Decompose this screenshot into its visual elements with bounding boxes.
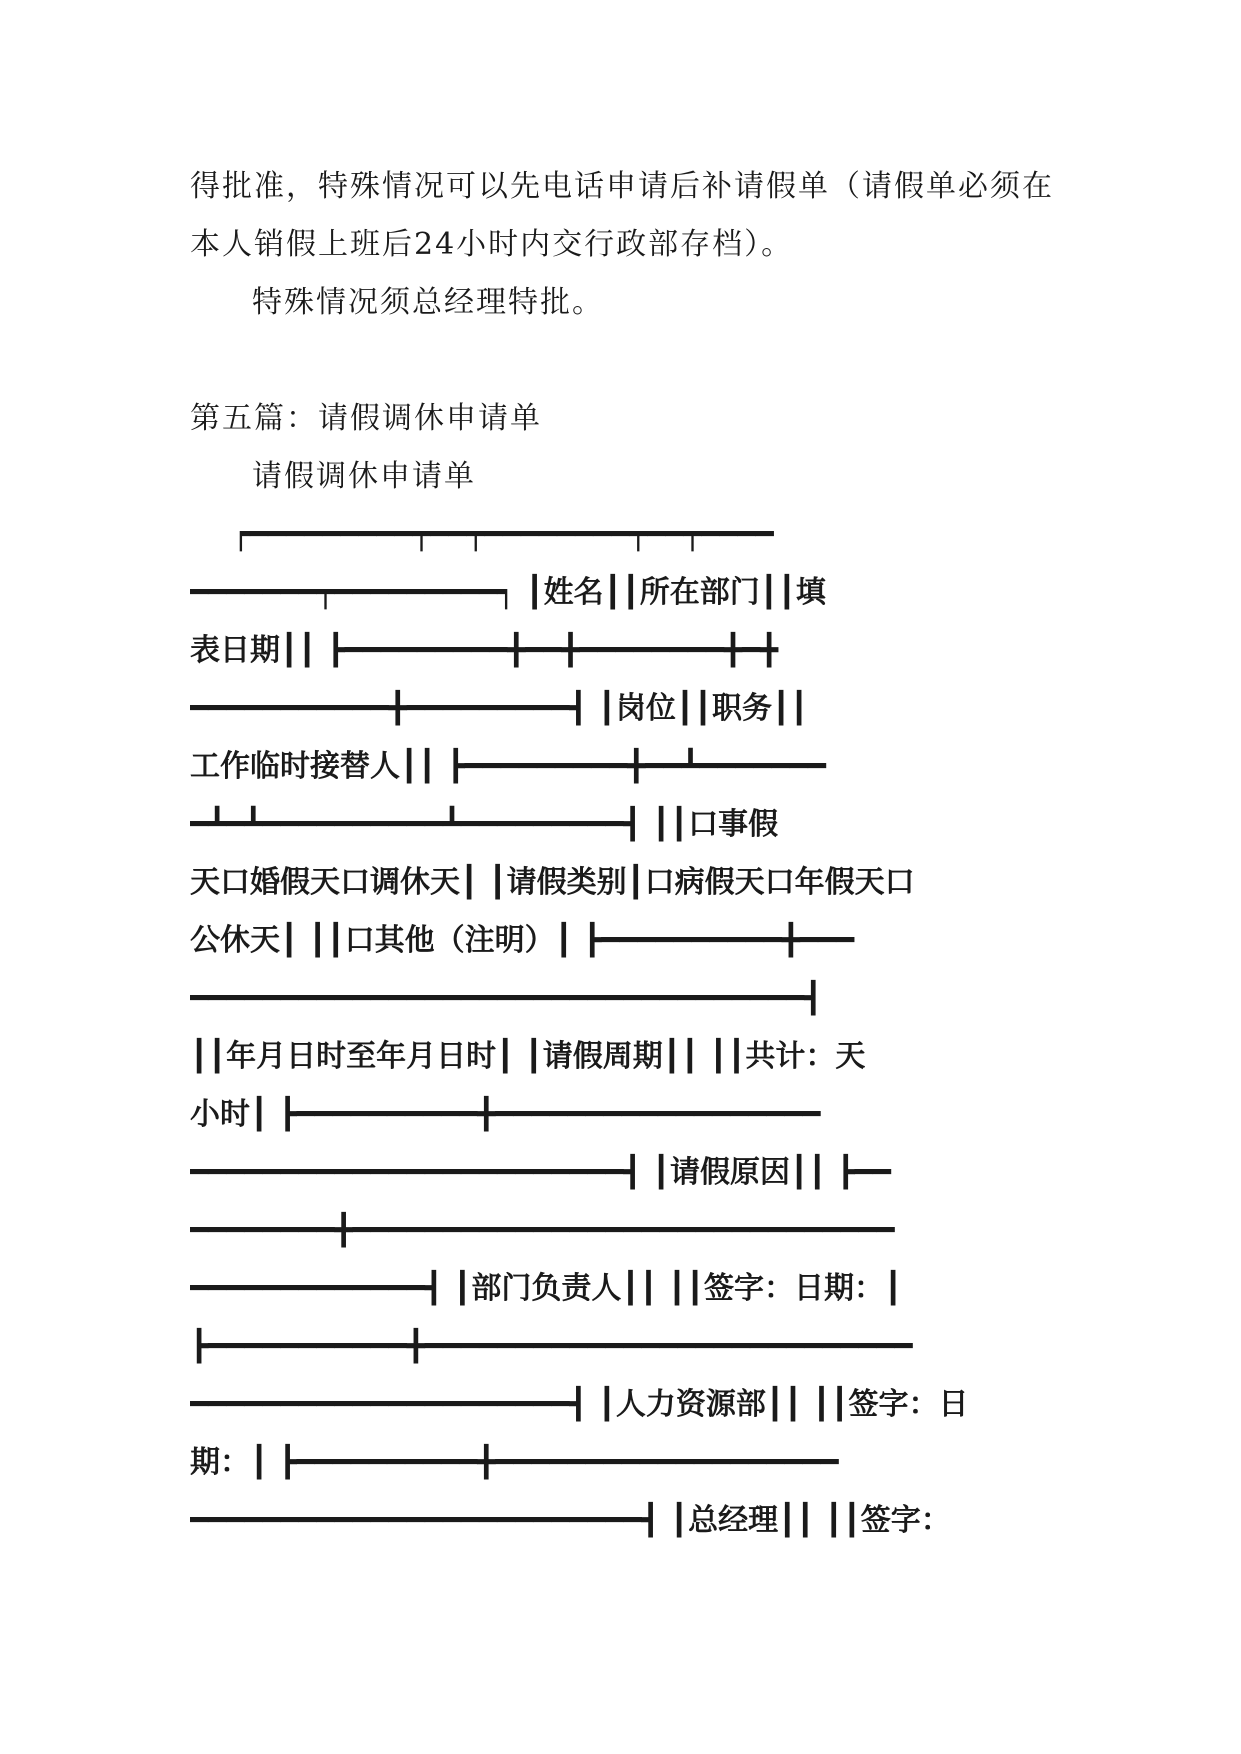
form-line: ┣━━━━━━━━━━━╋━━━━━━━━━━━━━━━━━━━━━━━━━━━ [190, 1329, 913, 1364]
form-line: ┃┃年月日时至年月日时┃ ┃请假周期┃┃ ┃┃共计：天 [190, 1039, 866, 1074]
form-title: 请假调休申请单 [252, 459, 476, 494]
form-line: ━━━━━━━━━━━━━┫ ┃部门负责人┃┃ ┃┃签字：日期：┃ [190, 1271, 903, 1306]
form-line: ━━━━━━━┯━━━━━━━━━┑ ┃姓名┃┃所在部门┃┃填 [190, 575, 826, 610]
form-line: ━━━━━━━━━━━━━━━━━━━━━━━━━━━━━━━━━━┫ [190, 981, 823, 1016]
form-line: 天口婚假天口调休天┃ ┃请假类别┃口病假天口年假天口 [190, 865, 915, 900]
form-line: 公休天┃ ┃┃口其他（注明）┃ ┣━━━━━━━━━━╋━━━ [190, 923, 855, 958]
form-line: ━━━━━━━━━━━━━━━━━━━━━┫ ┃人力资源部┃┃ ┃┃签字：日 [190, 1387, 969, 1422]
form-line: ┍━━━━━━━━━┯━━┯━━━━━━━━┯━━┯━━━━ [190, 517, 774, 552]
form-line: 小时┃ ┣━━━━━━━━━━╋━━━━━━━━━━━━━━━━━━ [190, 1097, 821, 1132]
form-line: ━━━━━━━━━━━╋━━━━━━━━━┫ ┃岗位┃┃职务┃┃ [190, 691, 809, 726]
form-line: ━┻━┻━━━━━━━━━━┻━━━━━━━━━┫ ┃┃口事假 [190, 807, 779, 842]
paragraph-approval: 得批准，特殊情况可以先电话申请后补请假单（请假单必须在本人销假上班后24小时内交行政部存档）。 [190, 169, 1054, 262]
form-line: 期：┃ ┣━━━━━━━━━━╋━━━━━━━━━━━━━━━━━━━ [190, 1445, 839, 1480]
section-heading: 第五篇：请假调休申请单 [190, 401, 542, 436]
document-body [190, 158, 1060, 1550]
paragraph-special-case: 特殊情况须总经理特批。 [252, 285, 604, 320]
form-line: 表日期┃┃ ┣━━━━━━━━━╋━━╋━━━━━━━━╋━╋ [190, 633, 779, 668]
form-line: 工作临时接替人┃┃ ┣━━━━━━━━━╋━━┻━━━━━━━ [190, 749, 826, 784]
leave-form-table [190, 506, 1060, 1550]
form-line: ━━━━━━━━╋━━━━━━━━━━━━━━━━━━━━━━━━━━━━━━ [190, 1213, 895, 1248]
spacer [190, 332, 1060, 390]
form-line: ━━━━━━━━━━━━━━━━━━━━━━━━━┫ ┃总经理┃┃ ┃┃签字： [190, 1503, 951, 1538]
form-line: ━━━━━━━━━━━━━━━━━━━━━━━━┫ ┃请假原因┃┃ ┣━━ [190, 1155, 891, 1190]
